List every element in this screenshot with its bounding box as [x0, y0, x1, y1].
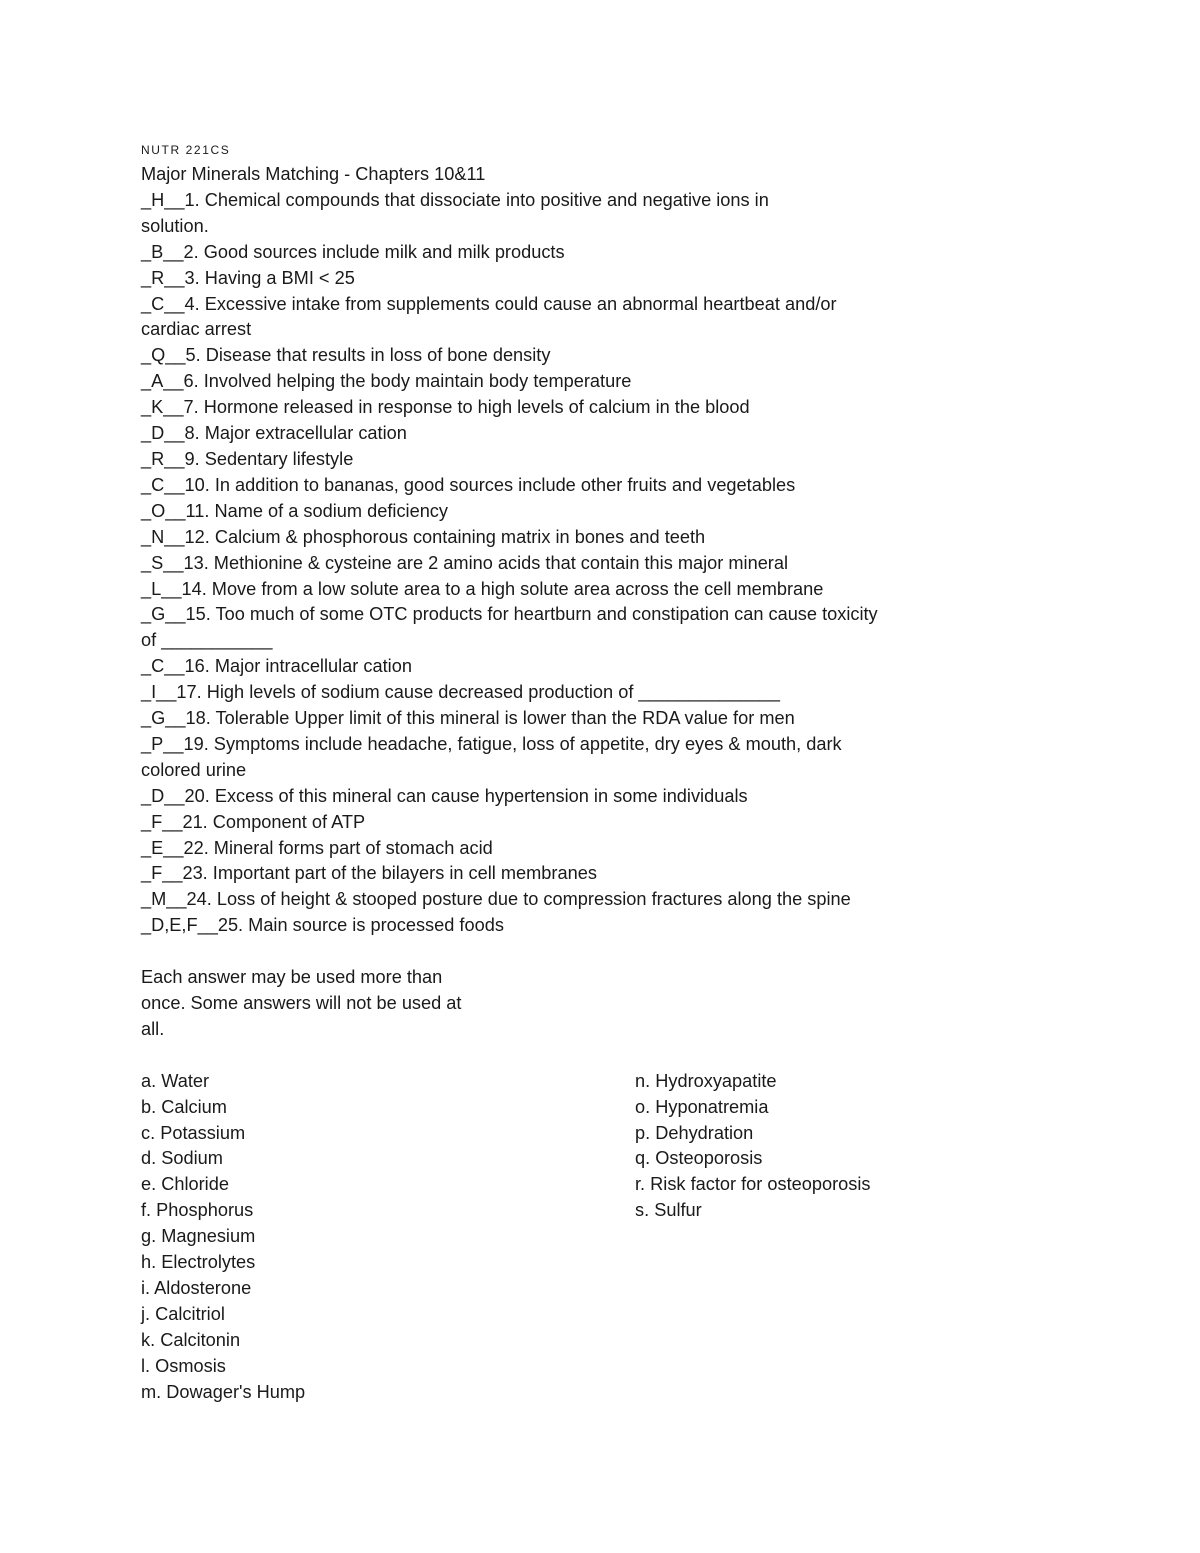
document-title: Major Minerals Matching - Chapters 10&11	[141, 164, 486, 184]
question-line: _P__19. Symptoms include headache, fatigue, loss of appetite, dry eyes & mouth, dark	[141, 733, 842, 754]
question-line: _B__2. Good sources include milk and milk products	[141, 241, 565, 262]
question-line: _F__21. Component of ATP	[141, 811, 366, 832]
answer-option: l. Osmosis	[141, 1355, 226, 1376]
answer-choices	[141, 1069, 1101, 1406]
spacer	[141, 939, 1101, 965]
question-line: _L__14. Move from a low solute area to a high solute area across the cell membrane	[141, 578, 824, 599]
answer-option: q. Osteoporosis	[635, 1148, 763, 1169]
note-line: all.	[141, 1018, 165, 1039]
question-line: _N__12. Calcium & phosphorous containing matrix in bones and teeth	[141, 526, 706, 547]
question-line: _O__11. Name of a sodium deficiency	[141, 500, 448, 521]
document-page	[141, 140, 1101, 1405]
answer-option: d. Sodium	[141, 1148, 223, 1169]
answer-option: e. Chloride	[141, 1174, 229, 1195]
answer-option: i. Aldosterone	[141, 1277, 252, 1298]
question-line: _F__23. Important part of the bilayers in cell membranes	[141, 863, 597, 884]
question-line: _S__13. Methionine & cysteine are 2 amino acids that contain this major mineral	[141, 552, 789, 573]
question-line: _R__9. Sedentary lifestyle	[141, 448, 354, 469]
answer-option: a. Water	[141, 1070, 210, 1091]
course-code: NUTR 221CS	[141, 143, 231, 157]
question-line: _R__3. Having a BMI < 25	[141, 267, 355, 288]
question-line: _C__4. Excessive intake from supplements could cause an abnormal heartbeat and/or	[141, 293, 837, 314]
answer-option: b. Calcium	[141, 1096, 227, 1117]
answer-option: j. Calcitriol	[141, 1303, 225, 1324]
question-line: _I__17. High levels of sodium cause decreased production of ______________	[141, 682, 781, 703]
answer-option: s. Sulfur	[635, 1200, 702, 1221]
question-line: cardiac arrest	[141, 319, 252, 340]
question-line: _K__7. Hormone released in response to high levels of calcium in the blood	[141, 397, 750, 418]
question-line: of ___________	[141, 630, 273, 651]
question-line: _G__18. Tolerable Upper limit of this mineral is lower than the RDA value for men	[141, 708, 795, 729]
question-line: _D__20. Excess of this mineral can cause hypertension in some individuals	[141, 785, 748, 806]
question-line: _C__16. Major intracellular cation	[141, 656, 412, 677]
question-line: _A__6. Involved helping the body maintain body temperature	[141, 371, 632, 392]
answer-option: g. Magnesium	[141, 1226, 256, 1247]
question-list	[141, 188, 1101, 939]
question-line: _M__24. Loss of height & stooped posture due to compression fractures along the spine	[141, 889, 851, 910]
question-line: _Q__5. Disease that results in loss of bone density	[141, 345, 551, 366]
note-line: Each answer may be used more than	[141, 967, 443, 988]
answer-option: n. Hydroxyapatite	[635, 1070, 777, 1091]
question-line: _G__15. Too much of some OTC products for heartburn and constipation can cause toxicity	[141, 604, 878, 625]
answer-option: k. Calcitonin	[141, 1329, 241, 1350]
answer-column-right	[635, 1069, 1035, 1406]
answer-option: p. Dehydration	[635, 1122, 754, 1143]
question-line: _D,E,F__25. Main source is processed foods	[141, 915, 504, 936]
question-line: _E__22. Mineral forms part of stomach acid	[141, 837, 493, 858]
question-line: _C__10. In addition to bananas, good sources include other fruits and vegetables	[141, 474, 796, 495]
answer-option: c. Potassium	[141, 1122, 246, 1143]
spacer	[141, 1043, 1101, 1069]
answer-option: o. Hyponatremia	[635, 1096, 769, 1117]
question-line: solution.	[141, 215, 209, 236]
question-line: _D__8. Major extracellular cation	[141, 423, 407, 444]
question-line: colored urine	[141, 759, 247, 780]
answer-option: h. Electrolytes	[141, 1252, 256, 1273]
answer-option: f. Phosphorus	[141, 1200, 254, 1221]
question-line: _H__1. Chemical compounds that dissociate into positive and negative ions in	[141, 189, 769, 210]
note-line: once. Some answers will not be used at	[141, 992, 462, 1013]
instructions-note	[141, 965, 1101, 1043]
answer-option: m. Dowager's Hump	[141, 1381, 306, 1402]
answer-option: r. Risk factor for osteoporosis	[635, 1174, 871, 1195]
answer-column-left	[141, 1069, 635, 1406]
